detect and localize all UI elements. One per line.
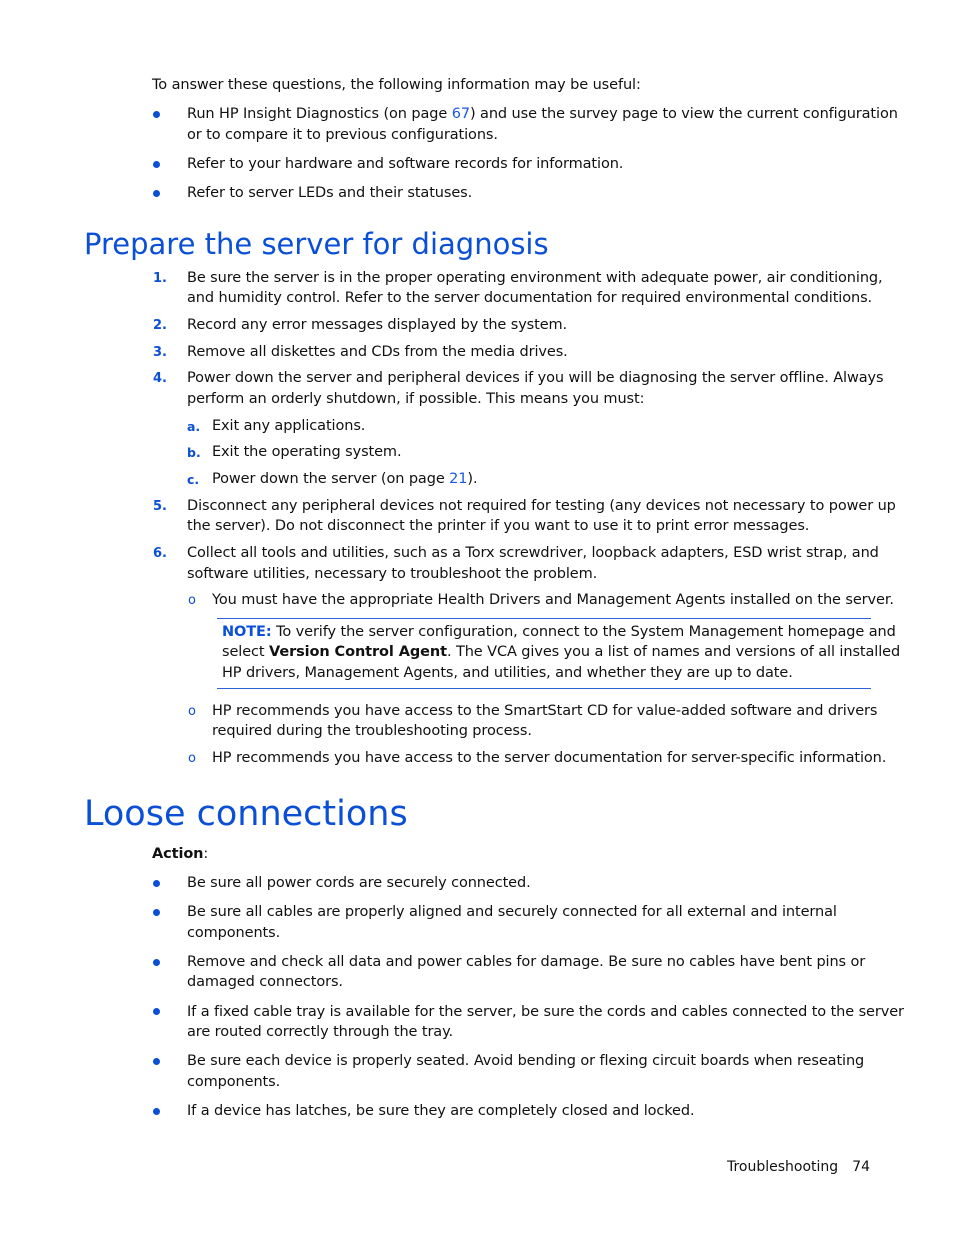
step-4-line-2: perform an orderly shutdown, if possible. This means you must: [187,391,645,407]
step-number: 6. [153,546,167,561]
step-1-line-2: and humidity control. Refer to the server documentation for required environmental conditions. [187,290,873,306]
prepare-heading: Prepare the server for diagnosis [84,227,549,261]
note-box [217,618,901,689]
substep-a-text: Exit any applications. [212,418,366,434]
loose-bullet-5-line-2: components. [187,1074,281,1090]
note-line-3: HP drivers, Management Agents, and utilities, and whether they are up to date. [222,665,793,681]
version-control-agent-label: Version Control Agent [269,644,447,660]
intro-text: To answer these questions, the following information may be useful: [152,77,641,93]
loose-bullet-3-line-1: Remove and check all data and power cables for damage. Be sure no cables have bent pins or [187,954,866,970]
loose-bullet-4-line-2: are routed correctly through the tray. [187,1024,454,1040]
note-line-2-text-a: select [222,644,269,660]
note-line-2 [222,642,900,663]
substep-c-text-a: Power down the server (on page [212,471,450,487]
step-number: 1. [153,271,167,286]
tip-2-line-1: HP recommends you have access to the SmartStart CD for value-added software and drivers [212,703,878,719]
intro-bullet-1-line-1 [187,104,898,125]
bullet-icon [153,1108,160,1115]
loose-bullet-2-line-2: components. [187,925,281,941]
bullet-icon [153,880,160,887]
page-67-link[interactable]: 67 [451,106,470,122]
loose-connections-heading: Loose connections [84,794,408,834]
step-5-line-1: Disconnect any peripheral devices not required for testing (any devices not necessary to power up [187,498,896,514]
step-number: 5. [153,499,167,514]
action-label [152,844,208,865]
circle-bullet-icon: o [188,593,196,608]
intro-bullet-2: Refer to your hardware and software records for information. [187,156,624,172]
action-label-text: Action [152,846,204,862]
bullet-icon [153,959,160,966]
step-number: 3. [153,345,167,360]
bullet-icon [153,111,160,118]
loose-bullet-1: Be sure all power cords are securely connected. [187,875,531,891]
bullet-icon [153,909,160,916]
step-1-line-1: Be sure the server is in the proper operating environment with adequate power, air conditioning, [187,270,883,286]
intro-bullet-3: Refer to server LEDs and their statuses. [187,185,473,201]
step-2-line-1: Record any error messages displayed by the system. [187,317,568,333]
substep-letter: c. [187,472,200,487]
bullet-icon [153,190,160,197]
loose-bullet-6: If a device has latches, be sure they are completely closed and locked. [187,1103,695,1119]
substep-letter: b. [187,445,201,460]
footer-section: Troubleshooting [726,1159,839,1175]
action-colon: : [203,846,209,862]
note-line-1-text: To verify the server configuration, connect to the System Management homepage and [271,624,896,640]
circle-bullet-icon: o [188,751,196,766]
tip-2-line-2: required during the troubleshooting process. [212,723,532,739]
bullet-icon [153,161,160,168]
step-5-line-2: the server). Do not disconnect the printer if you want to use it to print error messages. [187,518,810,534]
step-6-line-2: software utilities, necessary to troubleshoot the problem. [187,566,598,582]
step-4-line-1: Power down the server and peripheral devices if you will be diagnosing the server offline. Always [187,370,884,386]
footer-page-number: 74 [852,1159,870,1175]
substep-c-text-b: ). [467,471,478,487]
step-6-line-1: Collect all tools and utilities, such as a Torx screwdriver, loopback adapters, ESD wrist strap, and [187,545,879,561]
tip-1-line-1: You must have the appropriate Health Drivers and Management Agents installed on the server. [212,592,894,608]
substep-b-text: Exit the operating system. [212,444,402,460]
loose-bullet-5-line-1: Be sure each device is properly seated. Avoid bending or flexing circuit boards when reseating [187,1053,865,1069]
circle-bullet-icon: o [188,704,196,719]
note-line-1 [222,622,896,643]
note-label: NOTE: [222,624,272,640]
step-number: 4. [153,371,167,386]
tip-3-line-1: HP recommends you have access to the server documentation for server-specific information. [212,750,887,766]
intro-bullet-1-text-b: ) and use the survey page to view the current configuration [469,106,898,122]
loose-bullet-4-line-1: If a fixed cable tray is available for the server, be sure the cords and cables connected to the server [187,1004,904,1020]
note-line-2-text-b: . The VCA gives you a list of names and versions of all installed [446,644,901,660]
bullet-icon [153,1058,160,1065]
step-number: 2. [153,318,167,333]
substep-letter: a. [187,419,201,434]
page-21-link[interactable]: 21 [449,471,468,487]
loose-bullet-2-line-1: Be sure all cables are properly aligned and securely connected for all external and internal [187,904,837,920]
intro-bullet-1-text-a: Run HP Insight Diagnostics (on page [187,106,452,122]
loose-bullet-3-line-2: damaged connectors. [187,974,343,990]
intro-bullet-1-line-2: or to compare it to previous configurations. [187,127,498,143]
step-3-line-1: Remove all diskettes and CDs from the media drives. [187,344,568,360]
bullet-icon [153,1008,160,1015]
substep-c-text [212,469,478,490]
page-footer [727,1157,870,1178]
